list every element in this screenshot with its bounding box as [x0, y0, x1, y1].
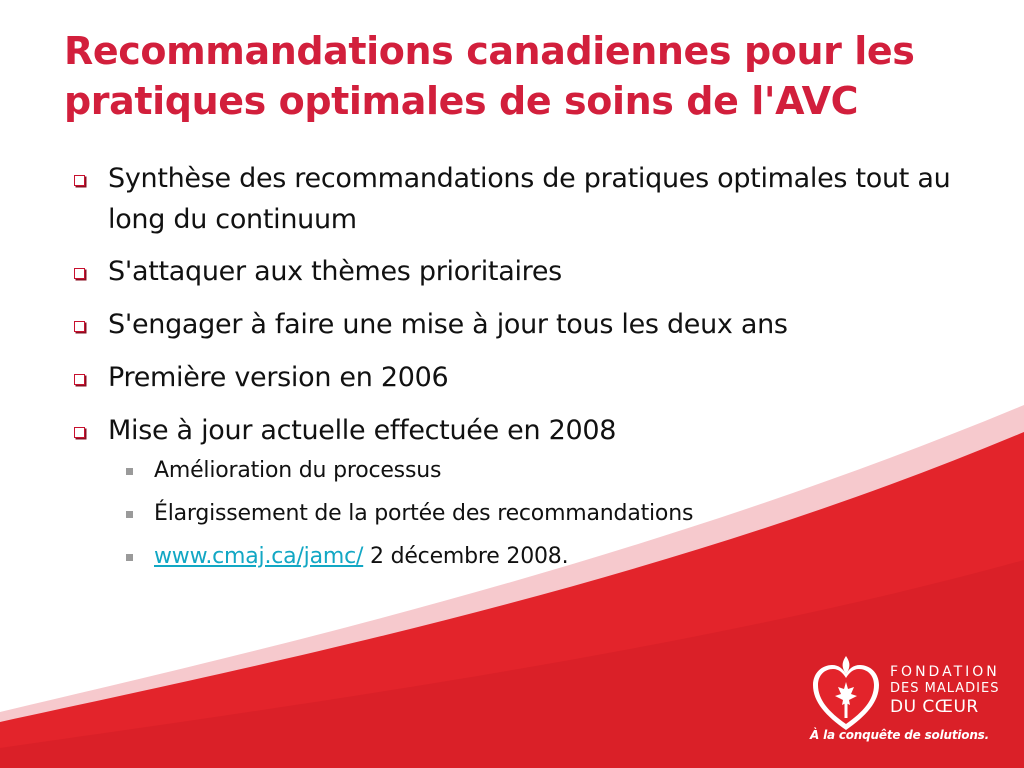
slide-title: Recommandations canadiennes pour les pratiques optimales de soins de l'AVC	[64, 29, 915, 123]
sub-bullet-text: Élargissement de la portée des recommandations	[154, 501, 694, 526]
sub-bullet-item	[114, 542, 968, 572]
bullet-item	[68, 251, 968, 293]
bullet-item	[68, 304, 968, 346]
sub-bullet-text: Amélioration du processus	[154, 458, 442, 483]
bullet-item	[68, 158, 968, 240]
hollow-square-bullet-icon	[74, 321, 85, 332]
bullet-text: S'attaquer aux thèmes prioritaires	[108, 256, 562, 287]
bullet-text: Mise à jour actuelle effectuée en 2008	[108, 415, 617, 446]
logo-tagline: À la conquête de solutions.	[810, 728, 989, 742]
filled-square-bullet-icon	[126, 468, 133, 475]
org-name-line-3: DU CŒUR	[890, 697, 979, 717]
filled-square-bullet-icon	[126, 554, 133, 561]
organization-name	[890, 664, 1000, 717]
bullet-text: Synthèse des recommandations de pratiques optimales tout au long du continuum	[108, 163, 951, 235]
sub-bullet-item	[114, 456, 968, 486]
heart-torch-logo-icon	[810, 654, 882, 736]
bullet-item	[68, 357, 968, 399]
bullet-text: Première version en 2006	[108, 362, 449, 393]
org-name-line-2: DES MALADIES	[890, 681, 1000, 696]
sub-bullet-list	[108, 456, 968, 572]
bullet-item	[68, 410, 968, 572]
sub-bullet-item	[114, 499, 968, 529]
hollow-square-bullet-icon	[74, 427, 85, 438]
cmaj-link[interactable]: www.cmaj.ca/jamc/	[154, 544, 364, 569]
hollow-square-bullet-icon	[74, 175, 85, 186]
sub-bullet-date-text: 2 décembre 2008.	[363, 544, 569, 569]
bullet-text: S'engager à faire une mise à jour tous les deux ans	[108, 309, 788, 340]
hollow-square-bullet-icon	[74, 374, 85, 385]
heart-foundation-logo	[810, 650, 1010, 750]
hollow-square-bullet-icon	[74, 268, 85, 279]
filled-square-bullet-icon	[126, 511, 133, 518]
bullet-list	[68, 158, 968, 585]
org-name-line-1: FONDATION	[890, 664, 1000, 680]
